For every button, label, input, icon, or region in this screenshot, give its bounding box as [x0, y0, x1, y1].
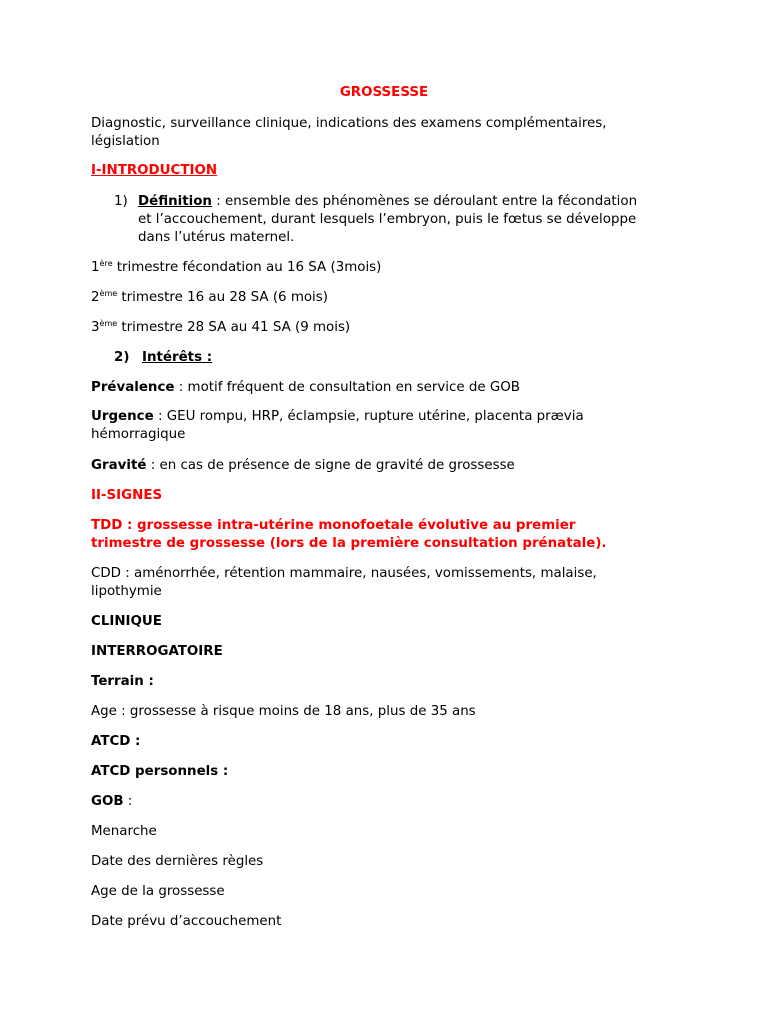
urgence-line-2: hémorragique [91, 427, 186, 442]
list-item: Date prévu d’accouchement [91, 914, 282, 929]
definition-line-2: et l’accouchement, durant lesquels l’embryon, puis le fœtus se développe [138, 212, 637, 227]
definition-number: 1) [114, 194, 128, 209]
trimester-2-text: trimestre 16 au 28 SA (6 mois) [117, 290, 328, 305]
trimester-3-sup: ème [99, 319, 118, 328]
trimester-1 [91, 259, 681, 277]
tdd-line-1: TDD : grossesse intra-utérine monofoetale évolutive au premier [91, 518, 576, 533]
urgence-paragraph [91, 408, 681, 426]
list-item: Age de la grossesse [91, 884, 225, 899]
subtitle-line-1: Diagnostic, surveillance clinique, indications des examens complémentaires, [91, 116, 607, 131]
cdd-line-2: lipothymie [91, 584, 162, 599]
definition-text: : ensemble des phénomènes se déroulant entre la fécondation [211, 194, 638, 209]
age-paragraph: Age : grossesse à risque moins de 18 ans, plus de 35 ans [91, 704, 476, 719]
interets-label: Intérêts : [142, 350, 213, 365]
urgence-label: Urgence [91, 409, 154, 424]
gravite-text: : en cas de présence de signe de gravité de grossesse [146, 458, 515, 473]
trimester-1-text: trimestre fécondation au 16 SA (3mois) [112, 260, 382, 275]
gob-heading [91, 793, 681, 811]
atcd-personnels-heading: ATCD personnels : [91, 764, 229, 779]
trimester-3-number: 3 [91, 320, 100, 335]
trimester-2-sup: ème [99, 289, 118, 298]
list-item: Menarche [91, 824, 157, 839]
cdd-line-1: CDD : aménorrhée, rétention mammaire, nausées, vomissements, malaise, [91, 566, 597, 581]
gravite-label: Gravité [91, 458, 147, 473]
trimester-1-sup: ère [99, 259, 113, 268]
list-item: Date des dernières règles [91, 854, 264, 869]
gob-label: GOB [91, 794, 124, 809]
clinique-heading: CLINIQUE [91, 614, 162, 629]
gravite-paragraph [91, 457, 681, 475]
trimester-2-number: 2 [91, 290, 100, 305]
subtitle-line-2: législation [91, 134, 160, 149]
trimester-3 [91, 319, 681, 337]
definition-line-1 [138, 193, 698, 211]
definition-line-3: dans l’utérus maternel. [138, 230, 295, 245]
section-heading-introduction: I-INTRODUCTION [91, 163, 218, 178]
prevalence-label: Prévalence [91, 380, 175, 395]
tdd-line-2: trimestre de grossesse (lors de la première consultation prénatale). [91, 536, 607, 551]
trimester-1-number: 1 [91, 260, 100, 275]
prevalence-text: : motif fréquent de consultation en service de GOB [174, 380, 520, 395]
document-title: GROSSESSE [339, 85, 429, 100]
prevalence-paragraph [91, 379, 681, 397]
gob-text: : [123, 794, 133, 809]
trimester-2 [91, 289, 681, 307]
atcd-heading: ATCD : [91, 734, 141, 749]
urgence-text: : GEU rompu, HRP, éclampsie, rupture utérine, placenta prævia [153, 409, 584, 424]
section-heading-signes: II-SIGNES [91, 488, 163, 503]
definition-label: Définition [138, 194, 212, 209]
terrain-heading: Terrain : [91, 674, 154, 689]
interrogatoire-heading: INTERROGATOIRE [91, 644, 223, 659]
trimester-3-text: trimestre 28 SA au 41 SA (9 mois) [117, 320, 351, 335]
interets-number: 2) [114, 350, 130, 365]
